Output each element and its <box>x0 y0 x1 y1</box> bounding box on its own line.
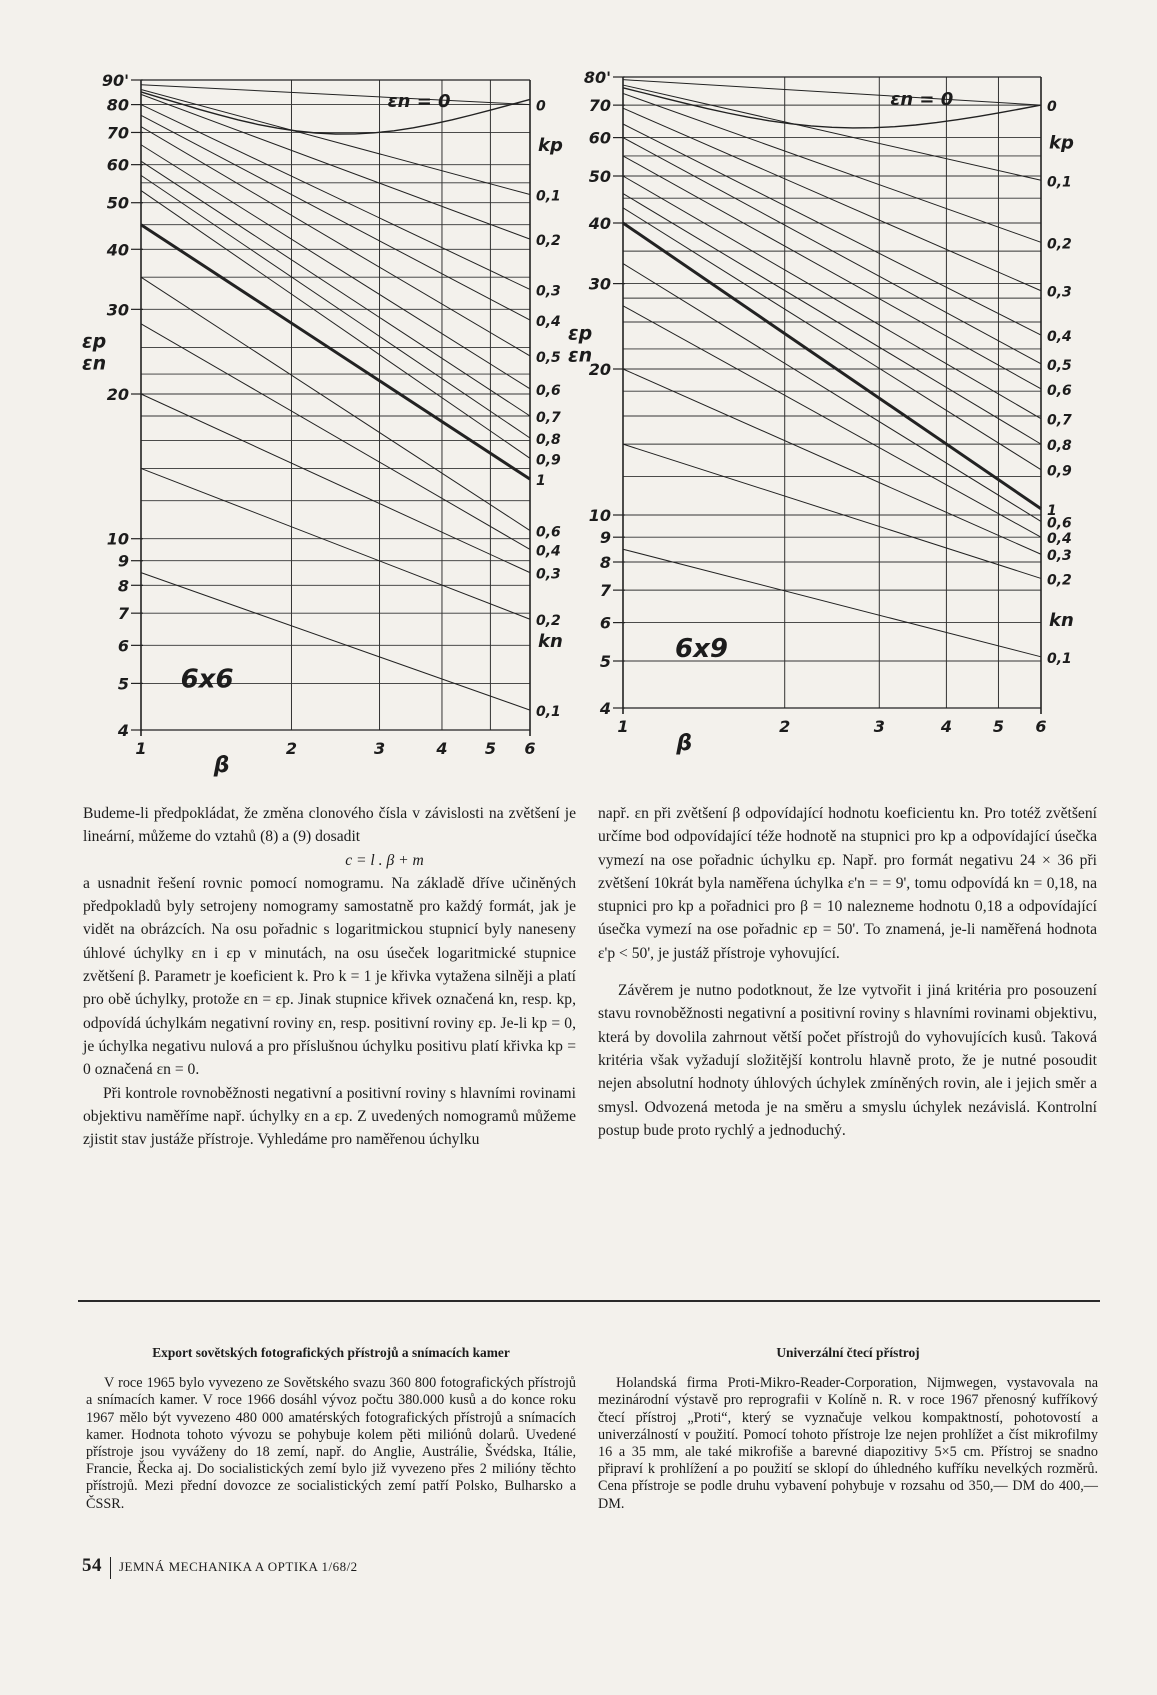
curve-kp <box>623 80 1041 105</box>
kn-label: 0,4 <box>536 543 561 560</box>
kn-title: kn <box>538 631 563 653</box>
x-tick-label: 2 <box>779 717 791 736</box>
kp-label: 0,3 <box>1047 284 1072 301</box>
footer-separator <box>110 1557 111 1579</box>
curve-kp <box>141 175 530 438</box>
curve-kn <box>141 468 530 619</box>
x-tick-label: 3 <box>373 739 386 758</box>
kp-label: 0,4 <box>536 314 561 331</box>
x-tick-label: 3 <box>873 717 885 736</box>
kp-label: 0 <box>1047 99 1057 116</box>
curve-kn <box>141 277 530 530</box>
kp-label: 0,5 <box>536 349 561 366</box>
curve-kn <box>141 394 530 573</box>
y-tick-label: 70 <box>106 123 129 143</box>
news-text: V roce 1965 bylo vyvezeno ze Sovětského svazu 360 800 fotografických přístrojů a snímacích kamer. V roce 1966 dosáhl vývoz počtu 380.000 kusů a do konce roku 1967 mělo být vyvezeno 480 000 amatérských fotografických přístrojů a snímacích kamer. Hodnota tohoto vývozu se pohybuje kolem pěti miliónů dolarů. Uvedené přístroje jsou vyváženy do 18 zemí, např. do Anglie, Austrálie, Švédska, Itálie, Francie, Řecka aj. Do socialistických zemí bylo již vyvezeno přes 2 milióny těchto přístrojů. Mezi přední dovozce ze socialistických zemí patří Polsko, Bulharsko a ČSSR. <box>86 1375 576 1512</box>
curve-k-1 <box>623 223 1041 509</box>
curve-kn <box>623 369 1041 554</box>
y-tick-label: 9 <box>599 528 611 548</box>
y-tick-label: 70 <box>588 96 611 116</box>
y-tick-label: 6 <box>117 636 129 656</box>
y-axis-title-en: εn <box>568 344 593 367</box>
y-tick-label: 8 <box>117 576 129 596</box>
paragraph: Závěrem je nutno podotknout, že lze vytvořit i jiná kritéria pro posouzení stavu rovnoběžnosti negativní a positivní roviny s hlavními rovinami objektivu, která by dovolila zahrnout větší počet přístrojů do vyhovujících kusů. Taková kritéria však vyžadují složitější kontrolu hlavně proto, že je nutné posoudit nejen absolutní hodnoty úhlových úchylek zmíněných rovin, ale i jejich směr a smysl. Odvozená metoda je na směru a smyslu úchylek nezávislá. Kontrolní postup bude proto rychlý a jednoduchý. <box>598 982 1097 1139</box>
kn-label: 0,2 <box>536 613 561 630</box>
curve-kp <box>623 208 1041 470</box>
page-number: 54 <box>82 1555 102 1576</box>
y-tick-label: 50 <box>106 193 129 213</box>
kn-label: 0,3 <box>536 566 561 583</box>
paragraph: a usnadnit řešení rovnic pomocí nomogramu. Na základě dříve učiněných předpokladů byly setrojeny nomogramy samostatně pro každý formát, jak je vidět na obrázcích. Na osu pořadnic s logaritmickou stupnicí byly naneseny úhlové úchylky εn i εp v minutách, na osu úseček logaritmické stupnice zvětšení β. Parametr je koeficient k. Pro k = 1 je křivka vytažena silněji a platí pro obě úchylky, protože εn = εp. Jinak stupnice křivek označená kn, resp. kp, odpovídá úchylkám negativní roviny εn, resp. positivní roviny εp. Je-li kp = 0, je úchylka negativu nulová a pro příslušnou úchylku positivu platí křivka kp = 0 označená εn = 0. <box>83 874 576 1079</box>
kp-label: 0,9 <box>536 452 561 469</box>
kp-label: 0,9 <box>1047 463 1072 480</box>
kn-label: 0,1 <box>1047 650 1072 667</box>
kn-label: 0,6 <box>536 524 561 541</box>
curve-kn <box>141 324 530 550</box>
kp-label: 0,4 <box>1047 329 1072 346</box>
curve-kp <box>623 156 1041 389</box>
y-axis-title-ep: εp <box>568 322 593 345</box>
curve-kn <box>623 264 1041 522</box>
kp-label: 0,3 <box>536 283 561 300</box>
news-item-export <box>86 1344 576 1513</box>
news-text: Holandská firma Proti-Mikro-Reader-Corporation, Nijmwegen, vystavovala na mezinárodní výstavě pro reprografii v Kolíně n. R. v roce 1967 přenosný kufříkový čtecí přístroj „Proti“, který se vyznačuje velkou kompaktností, pohotovostí a univerzálností v použití. Pomocí tohoto přístroje lze nejen prohlížet a číst mikrofilmy 16 a 35 mm, ale také mikrofiše a barevné diapozitivy 5×5 cm. Přístroj se snadno připraví k prohlížení a po použití se sklopí do úhledného kufříku nevelkých rozměrů. Cena přístroje se podle druhu vybavení pohybuje v rozsahu od 350,— DM do 400,— DM. <box>598 1375 1098 1512</box>
x-tick-label: 1 <box>617 717 629 736</box>
y-tick-label: 50 <box>588 166 611 186</box>
curve-kp <box>141 161 530 416</box>
kp-title: kp <box>538 135 563 157</box>
curve-kn <box>623 306 1041 537</box>
y-tick-label: 8 <box>599 553 611 573</box>
y-tick-label: 20 <box>588 359 611 379</box>
curve-kp <box>623 108 1041 291</box>
kp-label: 0,6 <box>536 382 561 399</box>
page-footer <box>82 1555 358 1579</box>
formula: c = l . β + m <box>345 851 424 869</box>
curve-kp <box>141 85 530 105</box>
kn-label: 0,1 <box>536 704 561 721</box>
kp-label: 0,6 <box>1047 382 1072 399</box>
curve-kp <box>623 194 1041 445</box>
curve-en-zero <box>623 88 1041 128</box>
x-axis-title: β <box>213 753 230 778</box>
y-tick-label: 60 <box>588 128 611 148</box>
y-tick-label: 5 <box>117 674 129 694</box>
curve-kp <box>141 89 530 194</box>
nomogram-6x9-svg <box>568 62 1108 756</box>
nomogram-6x6 <box>78 62 563 778</box>
y-tick-label: 10 <box>588 505 611 525</box>
x-tick-label: 6 <box>524 739 536 758</box>
kp-label: 0 <box>536 98 546 115</box>
kn-title: kn <box>1049 610 1074 632</box>
x-tick-label: 5 <box>992 717 1005 736</box>
news-title: Export sovětských fotografických přístrojů a snímacích kamer <box>152 1345 510 1360</box>
nomogram-6x9 <box>568 62 1108 756</box>
y-tick-label: 80' <box>583 68 611 87</box>
x-tick-label: 1 <box>135 739 147 758</box>
kp-label: 0,1 <box>536 188 561 205</box>
y-tick-label: 5 <box>599 651 611 671</box>
kp-label: 0,7 <box>1047 412 1072 429</box>
x-tick-label: 5 <box>484 739 496 758</box>
kp-label: 0,1 <box>1047 174 1072 191</box>
paragraph: Při kontrole rovnoběžnosti negativní a positivní roviny s hlavními rovinami objektivu naměříme např. úchylky εn a εp. Z uvedených nomogramů můžeme zjistit stav justáže přístroje. Vyhledáme pro naměřenou úchylku <box>83 1084 576 1149</box>
y-axis-title-en: εn <box>82 352 107 375</box>
curve-kp <box>141 191 530 459</box>
kp-label: 0,7 <box>536 409 561 426</box>
kn-label: 0,2 <box>1047 572 1072 589</box>
y-tick-label: 7 <box>117 604 129 624</box>
kn-label: 0,4 <box>1047 531 1072 548</box>
y-tick-label: 40 <box>588 213 611 233</box>
curve-kp <box>623 176 1041 419</box>
body-column-right <box>598 802 1097 1142</box>
y-tick-label: 90' <box>101 71 129 90</box>
y-tick-label: 40 <box>106 240 129 260</box>
paragraph: Budeme-li předpokládat, že změna clonového čísla v závislosti na zvětšení je lineární, můžeme do vztahů (8) a (9) dosadit <box>83 805 576 846</box>
y-tick-label: 30 <box>588 274 611 294</box>
y-tick-label: 7 <box>599 581 611 601</box>
section-divider <box>78 1300 1100 1302</box>
curve-kp <box>623 85 1041 180</box>
format-label: 6x6 <box>180 664 234 695</box>
nomogram-6x6-svg <box>78 62 563 778</box>
x-axis-title: β <box>676 731 693 756</box>
x-tick-label: 4 <box>940 717 952 736</box>
journal-name: JEMNÁ MECHANIKA A OPTIKA 1/68/2 <box>119 1559 358 1574</box>
y-tick-label: 4 <box>599 699 611 718</box>
kp-label: 0,8 <box>536 431 561 448</box>
x-tick-label: 4 <box>436 739 448 758</box>
y-tick-label: 6 <box>599 613 611 633</box>
kp-label: 0,5 <box>1047 357 1072 374</box>
kp-label: 0,2 <box>1047 236 1072 253</box>
kn-label: 0,3 <box>1047 548 1072 565</box>
x-tick-label: 2 <box>285 739 298 758</box>
y-tick-label: 9 <box>117 551 129 571</box>
news-item-reader <box>598 1344 1098 1513</box>
y-tick-label: 60 <box>106 155 129 175</box>
y-axis-title-ep: εp <box>82 330 107 353</box>
curve-en-zero <box>141 92 530 134</box>
kn-label: 0,6 <box>1047 515 1072 532</box>
kp-title: kp <box>1049 132 1074 154</box>
curve-en-zero-label: εn = 0 <box>387 91 451 113</box>
y-tick-label: 20 <box>106 385 129 405</box>
format-label: 6x9 <box>675 633 729 664</box>
y-tick-label: 30 <box>106 300 129 320</box>
kp-label: 0,2 <box>536 233 561 250</box>
y-tick-label: 10 <box>106 529 129 549</box>
body-column-left <box>83 802 576 1151</box>
x-tick-label: 6 <box>1035 717 1047 736</box>
kp-label: 1 <box>536 473 546 490</box>
y-tick-label: 4 <box>117 721 129 740</box>
curve-en-zero-label: εn = 0 <box>890 89 954 111</box>
curve-kp <box>141 127 530 356</box>
paragraph: např. εn při zvětšení β odpovídající hodnotu koeficientu kn. Pro totéž zvětšení určíme bod odpovídající téže hodnotě na stupnici pro kp a odpovídající úsečka vymezí na ose pořadnic úchylku εp. Např. pro formát negativu 24 × 36 při zvětšení 10krát byla naměřena úchylka ε'n = = 9', tomu odpovídá kn = 0,18, na stupnici pro kp a pořadnici pro β = 10 nalezneme hodnotu 0,18 a odpovídající úsečka vymezí na ose pořadnic εp = 50'. To znamená, je-li naměřená hodnota ε'p < 50', je justáž přístroje vyhovující. <box>598 805 1097 962</box>
kp-label: 0,8 <box>1047 438 1072 455</box>
y-tick-label: 80 <box>106 95 129 115</box>
news-title: Univerzální čtecí přístroj <box>776 1345 920 1360</box>
kp-label: 1 <box>1047 502 1057 519</box>
